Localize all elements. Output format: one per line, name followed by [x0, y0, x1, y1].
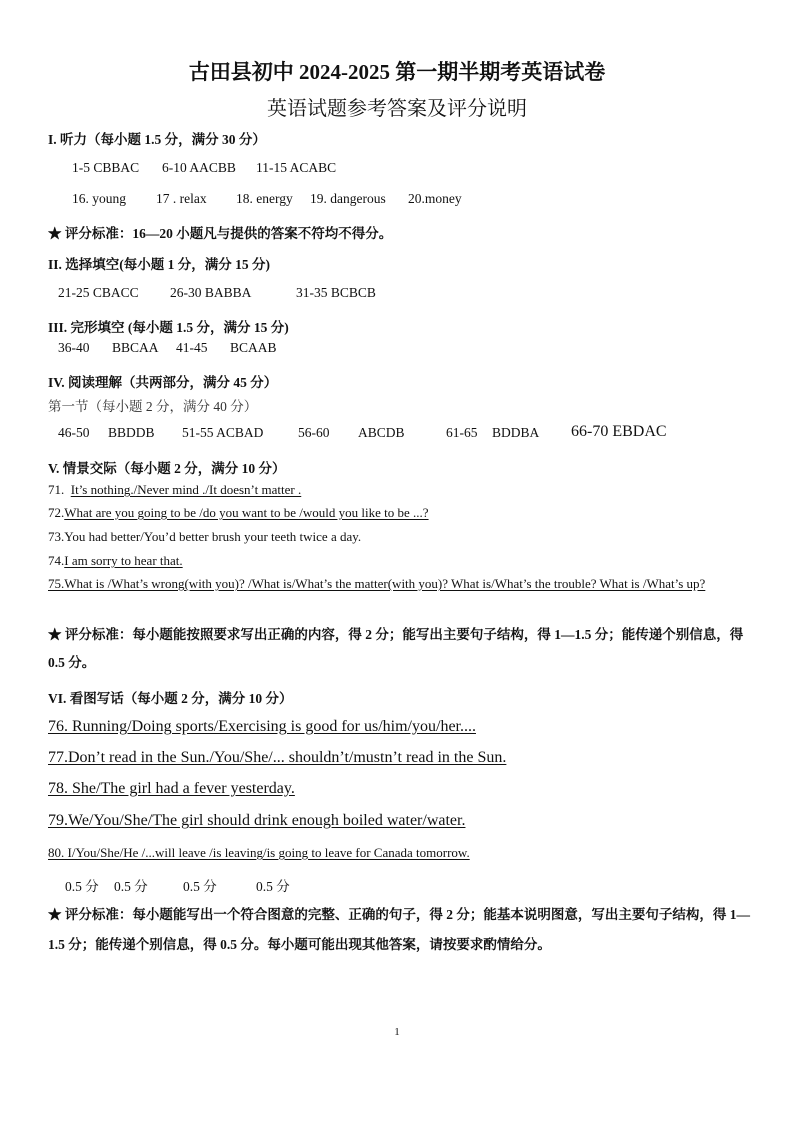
page-title: 古田县初中 2024-2025 第一期半期考英语试卷 [188, 60, 606, 84]
answer-72-text: What are you going to be /do you want to be /would you like to be ...? [64, 505, 429, 520]
sec2-ans-21-25: 21-25 CBACC [58, 285, 139, 300]
section-2-heading: II. 选择填空(每小题 1 分，满分 15 分) [48, 257, 270, 272]
sec3-ans-41-45: BCAAB [230, 340, 277, 355]
sec4-range-46-50: 46-50 [58, 425, 90, 440]
score-1: 0.5 分 [65, 879, 99, 894]
answer-78: 78. She/The girl had a fever yesterday. [48, 780, 295, 797]
page-subtitle: 英语试题参考答案及评分说明 [267, 98, 527, 120]
sec4-ans-56-60: ABCDB [358, 425, 405, 440]
sec5-scoring-note: ★ 评分标准：每小题能按照要求写出正确的内容，得 2 分；能写出主要句子结构，得 1—1.5 分；能传递个别信息，得 0.5 分。 [48, 627, 744, 670]
answer-74 [48, 553, 183, 569]
sec1-scoring-note: ★ 评分标准：16—20 小题凡与提供的答案不符均不得分。 [48, 226, 393, 241]
sec3-range-41-45: 41-45 [176, 340, 208, 355]
sec1-ans-11-15: 11-15 ACABC [256, 160, 337, 175]
answer-77: 77.Don’t read in the Sun./You/She/... shouldn’t/mustn’t read in the Sun. [48, 749, 507, 766]
sec3-range-36-40: 36-40 [58, 340, 90, 355]
answer-72 [48, 505, 429, 521]
section-6-heading: VI. 看图写话（每小题 2 分，满分 10 分） [48, 691, 293, 706]
answer-80: 80. I/You/She/He /...will leave /is leaving/is going to leave for Canada tomorrow. [48, 845, 470, 860]
answer-74-number: 74. [48, 553, 65, 568]
answer-72-number: 72. [48, 505, 65, 520]
sec2-ans-26-30: 26-30 BABBA [170, 285, 252, 300]
sec1-ans-19: 19. dangerous [310, 191, 386, 206]
answer-79: 79.We/You/She/The girl should drink enough boiled water/water. [48, 812, 466, 829]
answer-76: 76. Running/Doing sports/Exercising is good for us/him/you/her.... [48, 718, 476, 735]
page-number: 1 [394, 1026, 400, 1038]
answer-73: 73.You had better/You’d better brush your teeth twice a day. [48, 529, 362, 544]
sec4-range-56-60: 56-60 [298, 425, 330, 440]
sec1-ans-1-5: 1-5 CBBAC [72, 160, 140, 175]
sec1-ans-18: 18. energy [236, 191, 293, 206]
score-3: 0.5 分 [183, 879, 217, 894]
section-1-heading: I. 听力（每小题 1.5 分，满分 30 分） [48, 132, 266, 147]
sec6-scoring-note: ★ 评分标准：每小题能写出一个符合图意的完整、正确的句子，得 2 分；能基本说明图意，写出主要句子结构，得 1—1.5 分；能传递个别信息，得 0.5 分。每小题可能出现其他答案，请按要求酌情给分。 [48, 907, 750, 952]
score-2: 0.5 分 [114, 879, 148, 894]
sec1-ans-20: 20.money [408, 191, 462, 206]
sec2-ans-31-35: 31-35 BCBCB [296, 285, 376, 300]
sec4-ans-61-65: BDDBA [492, 425, 540, 440]
sec1-ans-17: 17 . relax [156, 191, 207, 206]
sec3-ans-36-40: BBCAA [112, 340, 159, 355]
answer-71 [48, 482, 301, 498]
section-3-heading: III. 完形填空 (每小题 1.5 分，满分 15 分) [48, 320, 289, 335]
score-4: 0.5 分 [256, 879, 290, 894]
section-4-part-1: 第一节（每小题 2 分，满分 40 分） [48, 399, 258, 414]
answer-71-number: 71. [48, 482, 65, 497]
sec4-ans-46-50: BBDDB [108, 425, 155, 440]
sec1-ans-6-10: 6-10 AACBB [162, 160, 236, 175]
answer-71-text: It’s nothing./Never mind ./It doesn’t matter . [70, 482, 302, 497]
sec4-ans-66-70: 66-70 EBDAC [571, 423, 667, 440]
answer-75: 75.What is /What’s wrong(with you)? /What is/What’s the matter(with you)? What is/What’s the trouble? What is /What’s up? [48, 576, 706, 591]
section-4-heading: IV. 阅读理解（共两部分，满分 45 分） [48, 375, 278, 390]
sec4-range-61-65: 61-65 [446, 425, 478, 440]
answer-74-text: I am sorry to hear that. [64, 553, 183, 568]
sec4-ans-51-55: 51-55 ACBAD [182, 425, 264, 440]
sec1-ans-16: 16. young [72, 191, 126, 206]
section-5-heading: V. 情景交际（每小题 2 分，满分 10 分） [48, 461, 286, 476]
